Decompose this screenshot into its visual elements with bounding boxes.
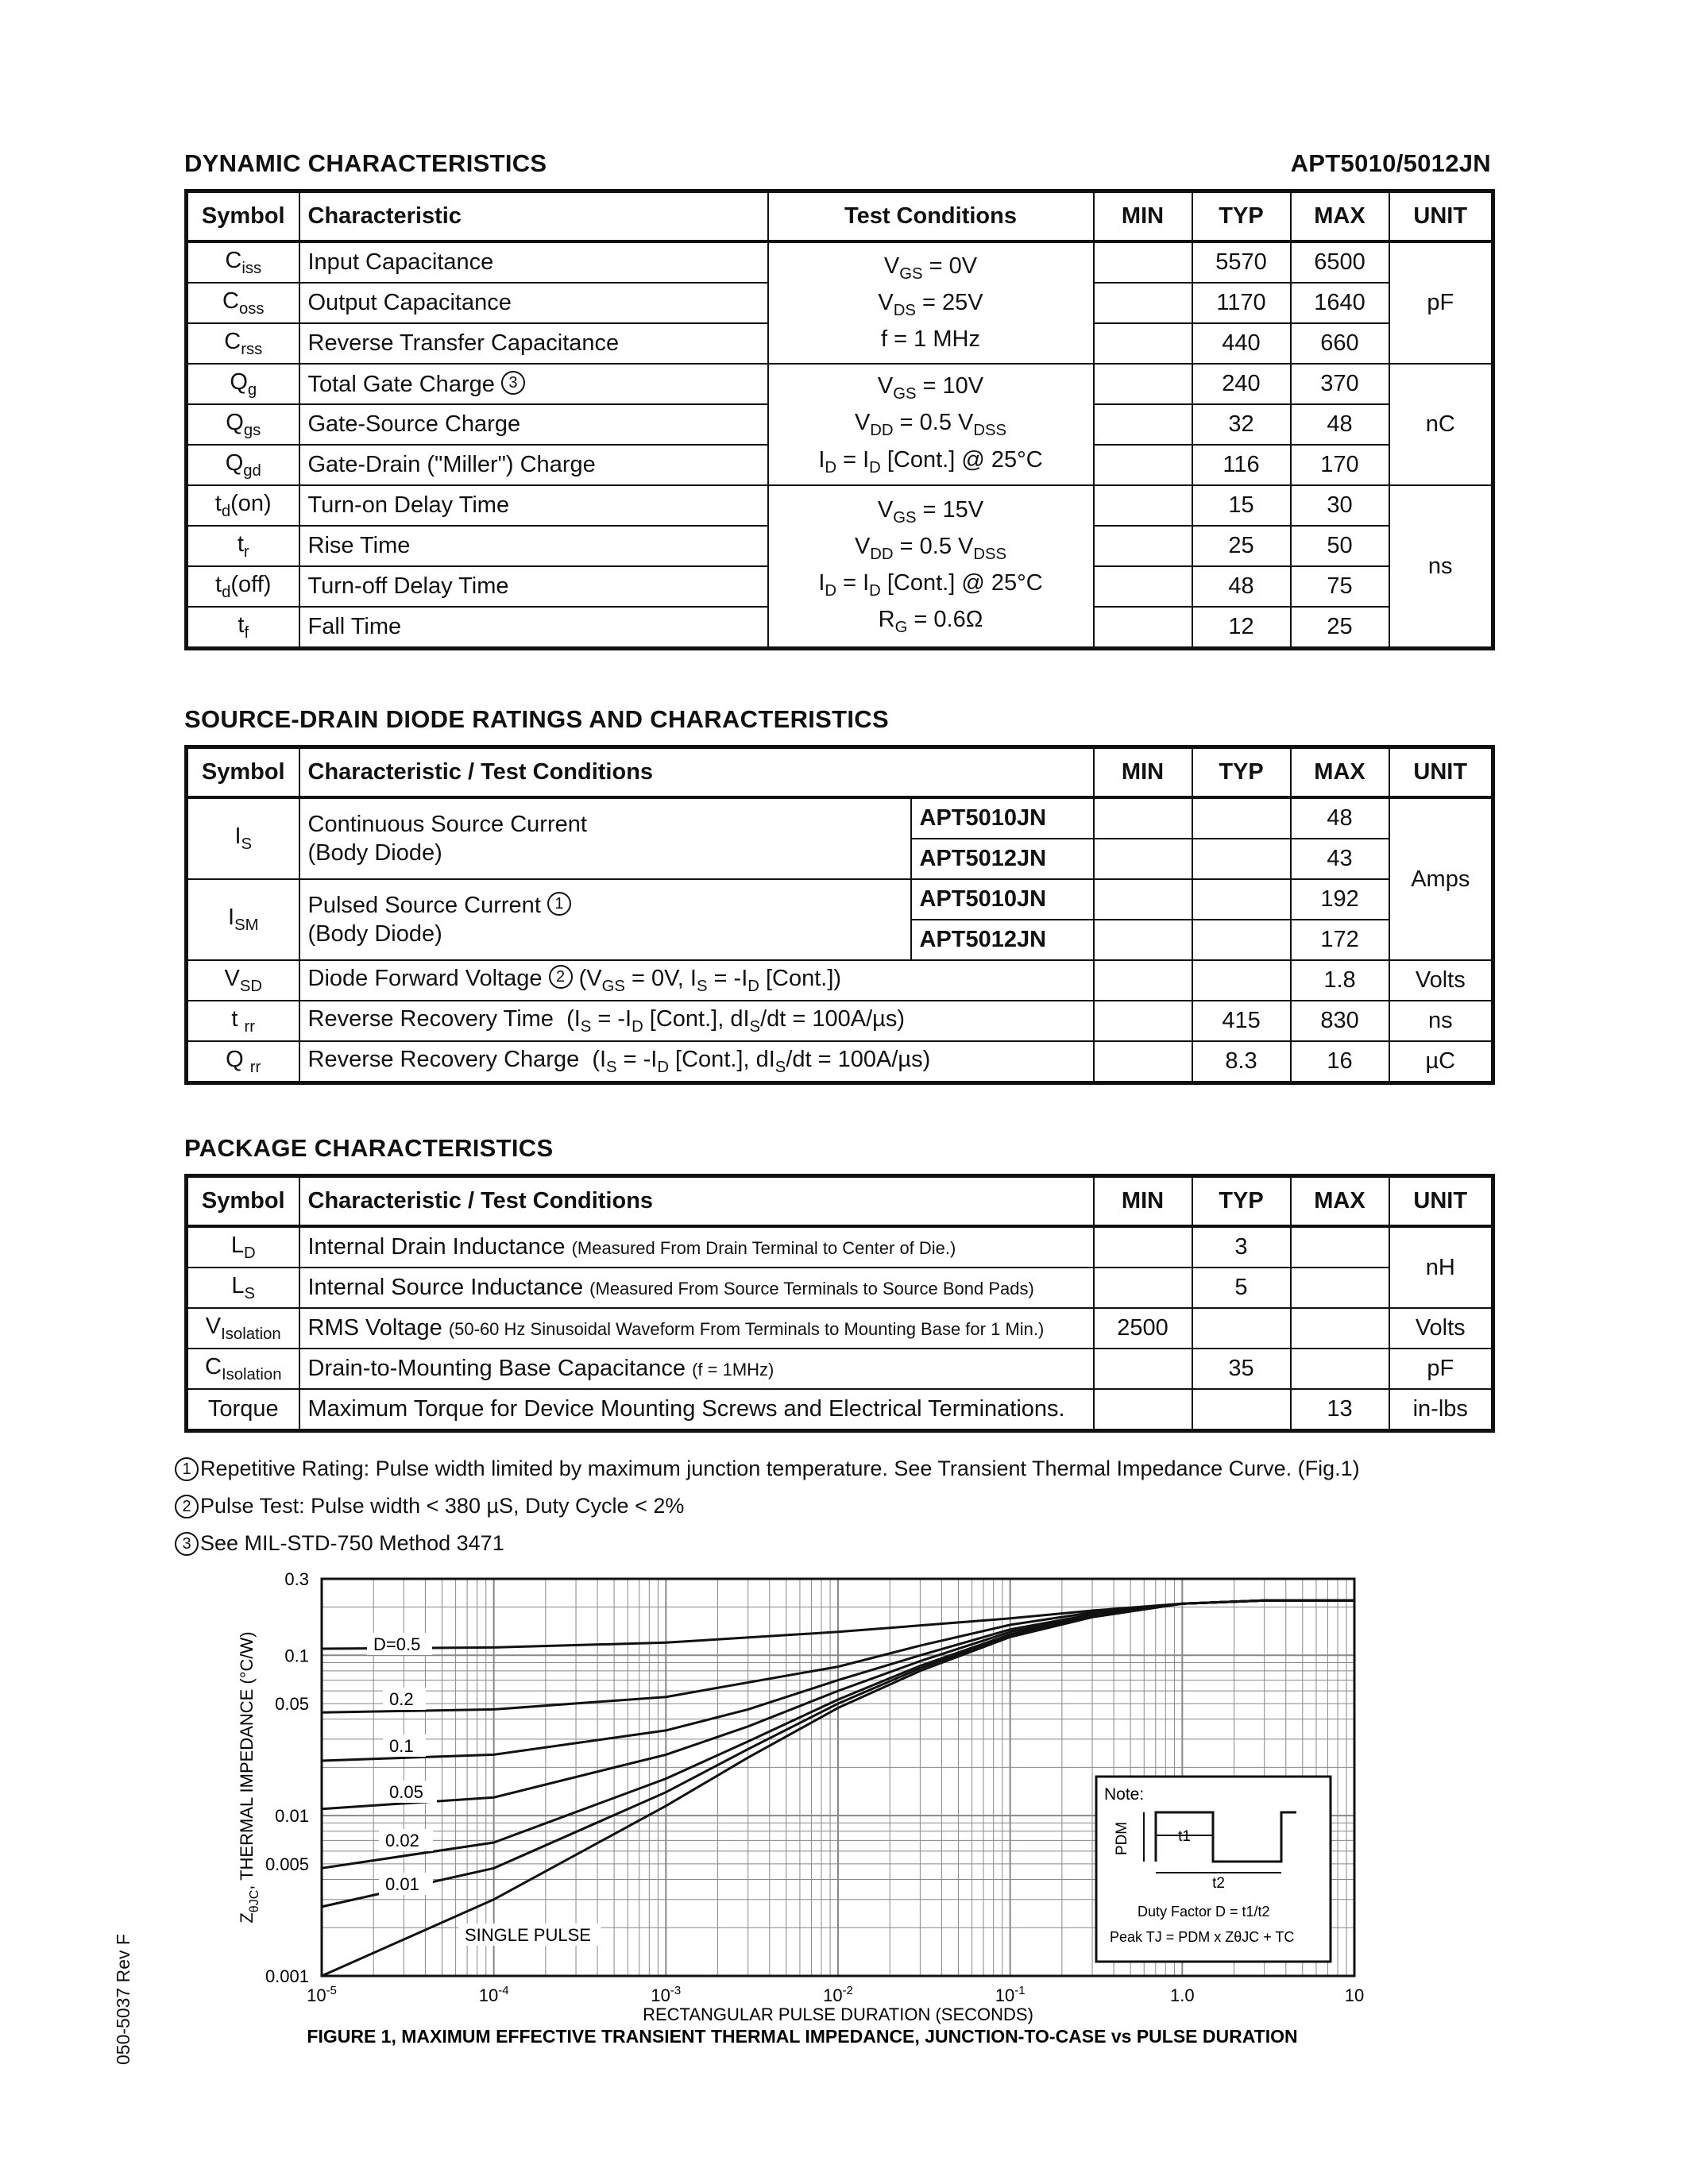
col-unit: UNIT — [1389, 1176, 1493, 1227]
x-axis-title: RECTANGULAR PULSE DURATION (SECONDS) — [643, 2005, 1033, 2024]
col-unit: UNIT — [1389, 191, 1493, 242]
characteristic-cell: Fall Time — [299, 607, 768, 649]
col-typ: TYP — [1192, 1176, 1291, 1227]
x-tick-label: $10^{-1}$ — [995, 1984, 1026, 2005]
vsd-characteristic: Diode Forward Voltage 2 ($V_{GS} = 0V$, $I_S = -I_D$ [Cont.]) — [299, 960, 1094, 1001]
typ-cell: 116 — [1192, 445, 1291, 485]
is-characteristic: Continuous Source Current (Body Diode) — [299, 797, 911, 879]
max-cell: 660 — [1291, 323, 1389, 364]
t1-label: t1 — [1178, 1828, 1191, 1845]
symbol-cell: Torque — [187, 1389, 299, 1431]
package-section-title: PACKAGE CHARACTERISTICS — [184, 1134, 554, 1162]
chart-title: FIGURE 1, MAXIMUM EFFECTIVE TRANSIENT THERMAL IMPEDANCE, JUNCTION-TO-CASE vs PULSE DURATION — [307, 2026, 1298, 2047]
unit-cell: Volts — [1389, 1308, 1493, 1349]
series-label: D=0.5 — [373, 1634, 421, 1654]
trr-max: 830 — [1291, 1001, 1389, 1041]
duty-factor-text: Duty Factor D = t1/t2 — [1138, 1904, 1270, 1920]
is-max-5010: 48 — [1291, 797, 1389, 839]
part-apt5010jn: APT5010JN — [911, 879, 1094, 920]
typ-cell: 5 — [1192, 1268, 1291, 1308]
col-characteristic: Characteristic / Test Conditions — [299, 1176, 1094, 1227]
t2-label: t2 — [1212, 1875, 1225, 1892]
max-cell: 25 — [1291, 607, 1389, 649]
series-label: 0.1 — [389, 1736, 414, 1756]
symbol-cell: $t_r$ — [187, 526, 299, 566]
symbol-ism: $I_{SM}$ — [187, 879, 299, 960]
max-cell: 1640 — [1291, 283, 1389, 323]
is-max-5012: 43 — [1291, 839, 1389, 879]
qrr-unit: µC — [1389, 1041, 1493, 1083]
min-cell: 2500 — [1094, 1308, 1192, 1349]
dynamic-section-title: DYNAMIC CHARACTERISTICS — [184, 149, 547, 177]
y-tick-label: 0.05 — [275, 1694, 309, 1715]
col-symbol: Symbol — [187, 747, 299, 798]
max-cell: 170 — [1291, 445, 1389, 485]
qrr-max: 16 — [1291, 1041, 1389, 1083]
document-code: 050-5037 Rev F — [113, 1934, 133, 2065]
amps-unit: Amps — [1389, 797, 1493, 960]
y-tick-label: 0.01 — [275, 1806, 309, 1827]
unit-cell: pF — [1389, 241, 1493, 364]
test-conditions-cell: $V_{GS} = 15V$ $V_{DD} = 0.5$ $V_{DSS}$ $I_D = I_D$ [Cont.] @ 25°C $R_G = 0.6\Omega$ — [768, 485, 1094, 649]
symbol-qrr: Q $_{rr}$ — [187, 1041, 299, 1083]
col-typ: TYP — [1192, 747, 1291, 798]
max-cell: 75 — [1291, 566, 1389, 607]
symbol-is: $I_S$ — [187, 797, 299, 879]
symbol-trr: t $_{rr}$ — [187, 1001, 299, 1041]
x-tick-label: $10^{-2}$ — [823, 1984, 853, 2005]
symbol-cell: $C_{iss}$ — [187, 241, 299, 283]
trr-characteristic: Reverse Recovery Time ($I_S = -I_D$ [Cont.], $dI_S/dt = 100A/\mu s$) — [299, 1001, 1094, 1041]
part-apt5012jn: APT5012JN — [911, 920, 1094, 960]
typ-cell: 240 — [1192, 364, 1291, 404]
series-label: 0.02 — [385, 1831, 419, 1850]
note-mark-3: 3 — [501, 371, 525, 395]
unit-cell: ns — [1389, 485, 1493, 649]
symbol-cell: $t_d(off)$ — [187, 566, 299, 607]
note-mark-1: 1 — [547, 892, 571, 916]
characteristic-cell: Drain-to-Mounting Base Capacitance (f = 1MHz) — [299, 1349, 1094, 1389]
typ-cell: 5570 — [1192, 241, 1291, 283]
x-tick-label: $10^{-5}$ — [307, 1984, 337, 2005]
typ-cell: 32 — [1192, 404, 1291, 445]
col-symbol: Symbol — [187, 1176, 299, 1227]
diode-section-title: SOURCE-DRAIN DIODE RATINGS AND CHARACTERISTICS — [184, 705, 889, 733]
symbol-vsd: $V_{SD}$ — [187, 960, 299, 1001]
ism-max-5010: 192 — [1291, 879, 1389, 920]
trr-typ: 415 — [1192, 1001, 1291, 1041]
characteristic-cell: Turn-on Delay Time — [299, 485, 768, 526]
characteristic-cell: Gate-Drain ("Miller") Charge — [299, 445, 768, 485]
peak-tj-text: Peak TJ = PDM x ZθJC + TC — [1110, 1929, 1295, 1945]
characteristic-cell: RMS Voltage (50-60 Hz Sinusoidal Waveform From Terminals to Mounting Base for 1 Min.) — [299, 1308, 1094, 1349]
y-tick-label: 0.001 — [265, 1966, 309, 1986]
qrr-typ: 8.3 — [1192, 1041, 1291, 1083]
symbol-cell: $V_{Isolation}$ — [187, 1308, 299, 1349]
unit-cell: nC — [1389, 364, 1493, 485]
col-unit: UNIT — [1389, 747, 1493, 798]
col-symbol: Symbol — [187, 191, 299, 242]
y-tick-label: 0.3 — [284, 1569, 309, 1589]
col-typ: TYP — [1192, 191, 1291, 242]
footnote: 3 See MIL-STD-750 Method 3471 — [175, 1525, 1360, 1562]
max-cell: 48 — [1291, 404, 1389, 445]
unit-cell: pF — [1389, 1349, 1493, 1389]
typ-cell: 12 — [1192, 607, 1291, 649]
characteristic-cell: Output Capacitance — [299, 283, 768, 323]
col-min: MIN — [1094, 1176, 1192, 1227]
part-apt5010jn: APT5010JN — [911, 797, 1094, 839]
footnote: 1 Repetitive Rating: Pulse width limited by maximum junction temperature. See Transient Thermal Impedance Curve. (Fig.1) — [175, 1450, 1360, 1488]
characteristic-cell: Gate-Source Charge — [299, 404, 768, 445]
typ-cell: 35 — [1192, 1349, 1291, 1389]
ism-characteristic: Pulsed Source Current 1 (Body Diode) — [299, 879, 911, 960]
qrr-characteristic: Reverse Recovery Charge ($I_S = -I_D$ [Cont.], $dI_S/dt = 100A/\mu s$) — [299, 1041, 1094, 1083]
test-conditions-cell: $V_{GS} = 0V$ $V_{DS} = 25V$ f = 1 MHz — [768, 241, 1094, 364]
series-label: SINGLE PULSE — [465, 1925, 591, 1945]
max-cell: 6500 — [1291, 241, 1389, 283]
typ-cell: 3 — [1192, 1226, 1291, 1268]
col-min: MIN — [1094, 747, 1192, 798]
x-tick-label: 10 — [1344, 1985, 1365, 2005]
typ-cell: 25 — [1192, 526, 1291, 566]
y-tick-label: 0.1 — [284, 1646, 309, 1666]
symbol-cell: $C_{rss}$ — [187, 323, 299, 364]
col-characteristic: Characteristic — [299, 191, 768, 242]
symbol-cell: $L_S$ — [187, 1268, 299, 1308]
typ-cell: 15 — [1192, 485, 1291, 526]
symbol-cell: $Q_{gd}$ — [187, 445, 299, 485]
symbol-cell: $Q_{gs}$ — [187, 404, 299, 445]
typ-cell: 440 — [1192, 323, 1291, 364]
x-tick-label: 1.0 — [1170, 1985, 1195, 2005]
note-label: Note: — [1104, 1785, 1145, 1804]
y-axis-title: $Z_{\theta JC}$, THERMAL IMPEDANCE (°C/W) — [237, 1631, 261, 1924]
x-tick-label: $10^{-3}$ — [651, 1984, 682, 2005]
vsd-unit: Volts — [1389, 960, 1493, 1001]
max-cell: 370 — [1291, 364, 1389, 404]
symbol-cell: $L_D$ — [187, 1226, 299, 1268]
col-max: MAX — [1291, 1176, 1389, 1227]
max-cell: 13 — [1291, 1389, 1389, 1431]
characteristic-cell: Reverse Transfer Capacitance — [299, 323, 768, 364]
characteristic-cell: Input Capacitance — [299, 241, 768, 283]
characteristic-cell: Internal Drain Inductance (Measured From Drain Terminal to Center of Die.) — [299, 1226, 1094, 1268]
characteristic-cell: Turn-off Delay Time — [299, 566, 768, 607]
ism-max-5012: 172 — [1291, 920, 1389, 960]
characteristic-cell: Total Gate Charge 3 — [299, 364, 768, 404]
footnote: 2 Pulse Test: Pulse width < 380 µS, Duty Cycle < 2% — [175, 1488, 1360, 1525]
series-label: 0.2 — [389, 1689, 414, 1709]
characteristic-cell: Rise Time — [299, 526, 768, 566]
symbol-cell: $C_{Isolation}$ — [187, 1349, 299, 1389]
col-max: MAX — [1291, 191, 1389, 242]
vsd-max: 1.8 — [1291, 960, 1389, 1001]
col-characteristic: Characteristic / Test Conditions — [299, 747, 1094, 798]
col-test-conditions: Test Conditions — [768, 191, 1094, 242]
series-label: 0.05 — [389, 1782, 423, 1802]
note-mark-2: 2 — [549, 965, 573, 989]
unit-cell: in-lbs — [1389, 1389, 1493, 1431]
symbol-cell: $Q_g$ — [187, 364, 299, 404]
pdm-label: PDM — [1114, 1821, 1130, 1856]
characteristic-cell: Internal Source Inductance (Measured From Source Terminals to Source Bond Pads) — [299, 1268, 1094, 1308]
col-max: MAX — [1291, 747, 1389, 798]
y-tick-label: 0.005 — [265, 1854, 309, 1874]
max-cell: 30 — [1291, 485, 1389, 526]
symbol-cell: $t_f$ — [187, 607, 299, 649]
typ-cell: 1170 — [1192, 283, 1291, 323]
unit-cell: nH — [1389, 1226, 1493, 1308]
trr-unit: ns — [1389, 1001, 1493, 1041]
test-conditions-cell: $V_{GS} = 10V$ $V_{DD} = 0.5$ $V_{DSS}$ $I_D = I_D$ [Cont.] @ 25°C — [768, 364, 1094, 485]
series-label: 0.01 — [385, 1874, 419, 1894]
part-number: APT5010/5012JN — [1290, 149, 1491, 177]
symbol-cell: $t_d(on)$ — [187, 485, 299, 526]
col-min: MIN — [1094, 191, 1192, 242]
characteristic-cell: Maximum Torque for Device Mounting Screws and Electrical Terminations. — [299, 1389, 1094, 1431]
symbol-cell: $C_{oss}$ — [187, 283, 299, 323]
x-tick-label: $10^{-4}$ — [478, 1984, 509, 2005]
typ-cell: 48 — [1192, 566, 1291, 607]
max-cell: 50 — [1291, 526, 1389, 566]
part-apt5012jn: APT5012JN — [911, 839, 1094, 879]
